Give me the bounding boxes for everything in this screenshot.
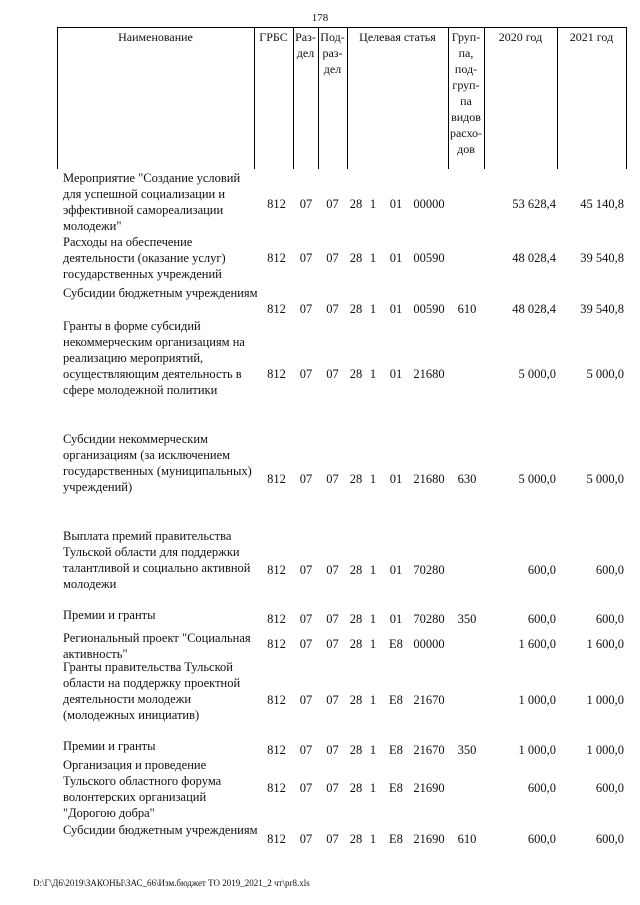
- cell-pr: 07: [326, 637, 339, 651]
- cell-c4: 00590: [413, 251, 445, 265]
- header-podrazdel: Под- раз- дел: [320, 30, 345, 76]
- row-name: Субсидии бюджетным учреждениям: [63, 286, 258, 300]
- file-path-footer: D:\Г\Д6\2019\ЗАКОНЫ\ЗАС_66\Изм.бюджет ТО 2019_2021_2 чт\pr8.xls: [33, 878, 310, 888]
- cell-v2021: 45 140,8: [580, 197, 624, 211]
- cell-rz: 07: [299, 367, 313, 381]
- cell-c1: 28: [349, 743, 363, 757]
- cell-pr: 07: [326, 563, 339, 577]
- cell-c3: 01: [389, 612, 403, 626]
- cell-rz: 07: [299, 781, 313, 795]
- row-name: Премии и гранты: [63, 739, 156, 753]
- cell-pr: 07: [326, 197, 339, 211]
- row-name: Мероприятие "Создание условий для успешной социализации и эффективной самореализации молодежи": [63, 171, 241, 233]
- cell-pr: 07: [326, 832, 339, 846]
- cell-rz: 07: [299, 832, 313, 846]
- cell-grbs: 812: [267, 197, 286, 211]
- cell-c4: 00000: [413, 637, 445, 651]
- cell-c4: 21690: [413, 781, 445, 795]
- cell-v2021: 1 600,0: [586, 637, 624, 651]
- cell-grbs: 812: [267, 612, 286, 626]
- cell-c2: 1: [369, 781, 377, 795]
- cell-c1: 28: [349, 781, 363, 795]
- cell-c3: 01: [389, 472, 403, 486]
- cell-c1: 28: [349, 637, 363, 651]
- cell-c3: 01: [389, 302, 403, 316]
- cell-v2021: 600,0: [595, 832, 624, 846]
- cell-c4: 21670: [413, 743, 445, 757]
- cell-v2020: 53 628,4: [512, 197, 556, 211]
- cell-grbs: 812: [267, 472, 286, 486]
- cell-c2: 1: [369, 743, 377, 757]
- cell-c4: 70280: [413, 612, 445, 626]
- cell-v2021: 1 000,0: [586, 743, 624, 757]
- cell-grbs: 812: [267, 367, 286, 381]
- cell-pr: 07: [326, 472, 339, 486]
- cell-grbs: 812: [267, 637, 286, 651]
- table-header: [57, 27, 627, 169]
- cell-v2020: 600,0: [527, 832, 556, 846]
- cell-grbs: 812: [267, 302, 286, 316]
- row-name: Субсидии бюджетным учреждениям: [63, 823, 258, 837]
- row-name: Гранты в форме субсидий некоммерческим организациям на реализацию мероприятий, осуществляющим деятельность в сфере молодежной политики: [63, 319, 245, 397]
- cell-c4: 00590: [413, 302, 445, 316]
- cell-c4: 70280: [413, 563, 445, 577]
- cell-c2: 1: [369, 612, 377, 626]
- cell-c1: 28: [349, 612, 363, 626]
- row-name: Выплата премий правительства Тульской области для поддержки талантливой и социально активной молодежи: [63, 529, 251, 591]
- header-razdel: Раз- дел: [295, 30, 316, 60]
- cell-vr: 350: [457, 743, 477, 757]
- cell-c4: 21690: [413, 832, 445, 846]
- cell-v2020: 600,0: [527, 781, 556, 795]
- header-2021: 2021 год: [569, 30, 614, 44]
- cell-rz: 07: [299, 251, 313, 265]
- cell-vr: 630: [457, 472, 477, 486]
- cell-v2021: 600,0: [595, 563, 624, 577]
- row-name: Организация и проведение Тульского областного форума волонтерских организаций "Дорогою добра": [63, 758, 222, 820]
- cell-c1: 28: [349, 472, 363, 486]
- cell-c4: 21680: [413, 367, 445, 381]
- cell-v2020: 600,0: [527, 563, 556, 577]
- cell-rz: 07: [299, 637, 313, 651]
- header-2020: 2020 год: [498, 30, 543, 44]
- cell-v2020: 48 028,4: [512, 251, 556, 265]
- cell-c4: 21670: [413, 693, 445, 707]
- cell-rz: 07: [299, 693, 313, 707]
- cell-rz: 07: [299, 302, 313, 316]
- cell-c3: E8: [389, 743, 403, 757]
- cell-c1: 28: [349, 197, 363, 211]
- cell-pr: 07: [326, 367, 339, 381]
- cell-vr: 610: [457, 302, 477, 316]
- cell-c3: E8: [389, 781, 403, 795]
- row-name: Субсидии некоммерческим организациям (за исключением государственных (муниципальных) учреждений): [63, 432, 252, 494]
- cell-grbs: 812: [267, 251, 286, 265]
- cell-grbs: 812: [267, 743, 286, 757]
- cell-v2021: 600,0: [595, 612, 624, 626]
- cell-v2021: 5 000,0: [586, 472, 624, 486]
- cell-v2021: 39 540,8: [580, 251, 624, 265]
- cell-v2020: 48 028,4: [512, 302, 556, 316]
- header-grbs: ГРБС: [259, 30, 288, 44]
- header-target: Целевая статья: [359, 30, 436, 44]
- cell-c2: 1: [369, 197, 377, 211]
- cell-c1: 28: [349, 367, 363, 381]
- cell-c4: 21680: [413, 472, 445, 486]
- cell-v2021: 39 540,8: [580, 302, 624, 316]
- cell-c1: 28: [349, 563, 363, 577]
- cell-v2020: 5 000,0: [518, 367, 556, 381]
- cell-c3: E8: [389, 832, 403, 846]
- cell-c3: 01: [389, 251, 403, 265]
- cell-pr: 07: [326, 302, 339, 316]
- cell-c3: E8: [389, 693, 403, 707]
- cell-grbs: 812: [267, 832, 286, 846]
- cell-pr: 07: [326, 743, 339, 757]
- header-name: Наименование: [118, 30, 193, 44]
- header-vr: Груп- па, под- груп- па видов расхо- дов: [449, 30, 483, 156]
- cell-c3: 01: [389, 197, 403, 211]
- cell-v2020: 5 000,0: [518, 472, 556, 486]
- cell-rz: 07: [299, 563, 313, 577]
- cell-c3: 01: [389, 563, 403, 577]
- cell-c1: 28: [349, 832, 363, 846]
- cell-c2: 1: [369, 637, 377, 651]
- cell-rz: 07: [299, 472, 313, 486]
- cell-rz: 07: [299, 197, 313, 211]
- cell-pr: 07: [326, 612, 339, 626]
- cell-c2: 1: [369, 832, 377, 846]
- cell-grbs: 812: [267, 693, 286, 707]
- row-name: Расходы на обеспечение деятельности (оказание услуг) государственных учреждений: [63, 235, 226, 281]
- cell-v2021: 1 000,0: [586, 693, 624, 707]
- row-name: Премии и гранты: [63, 608, 156, 622]
- cell-c3: 01: [389, 367, 403, 381]
- cell-grbs: 812: [267, 563, 286, 577]
- cell-v2020: 600,0: [527, 612, 556, 626]
- cell-c2: 1: [369, 693, 377, 707]
- row-name: Региональный проект "Социальная активность": [63, 631, 251, 661]
- cell-vr: 610: [457, 832, 477, 846]
- cell-pr: 07: [326, 251, 339, 265]
- row-name: Гранты правительства Тульской области на поддержку проектной деятельности молодежи (молодежных инициатив): [63, 660, 241, 722]
- cell-pr: 07: [326, 781, 339, 795]
- cell-v2021: 5 000,0: [586, 367, 624, 381]
- cell-c2: 1: [369, 563, 377, 577]
- page-number: 178: [311, 12, 329, 24]
- cell-v2020: 1 000,0: [518, 743, 556, 757]
- cell-v2021: 600,0: [595, 781, 624, 795]
- cell-v2020: 1 000,0: [518, 693, 556, 707]
- cell-c4: 00000: [413, 197, 445, 211]
- cell-rz: 07: [299, 743, 313, 757]
- cell-vr: 350: [457, 612, 477, 626]
- cell-c2: 1: [369, 251, 377, 265]
- cell-c2: 1: [369, 367, 377, 381]
- cell-c3: E8: [389, 637, 403, 651]
- header-top-border: [57, 27, 627, 28]
- cell-c1: 28: [349, 251, 363, 265]
- cell-c2: 1: [369, 472, 377, 486]
- cell-grbs: 812: [267, 781, 286, 795]
- cell-pr: 07: [326, 693, 339, 707]
- cell-c1: 28: [349, 302, 363, 316]
- cell-c2: 1: [369, 302, 377, 316]
- cell-c1: 28: [349, 693, 363, 707]
- cell-rz: 07: [299, 612, 313, 626]
- cell-v2020: 1 600,0: [518, 637, 556, 651]
